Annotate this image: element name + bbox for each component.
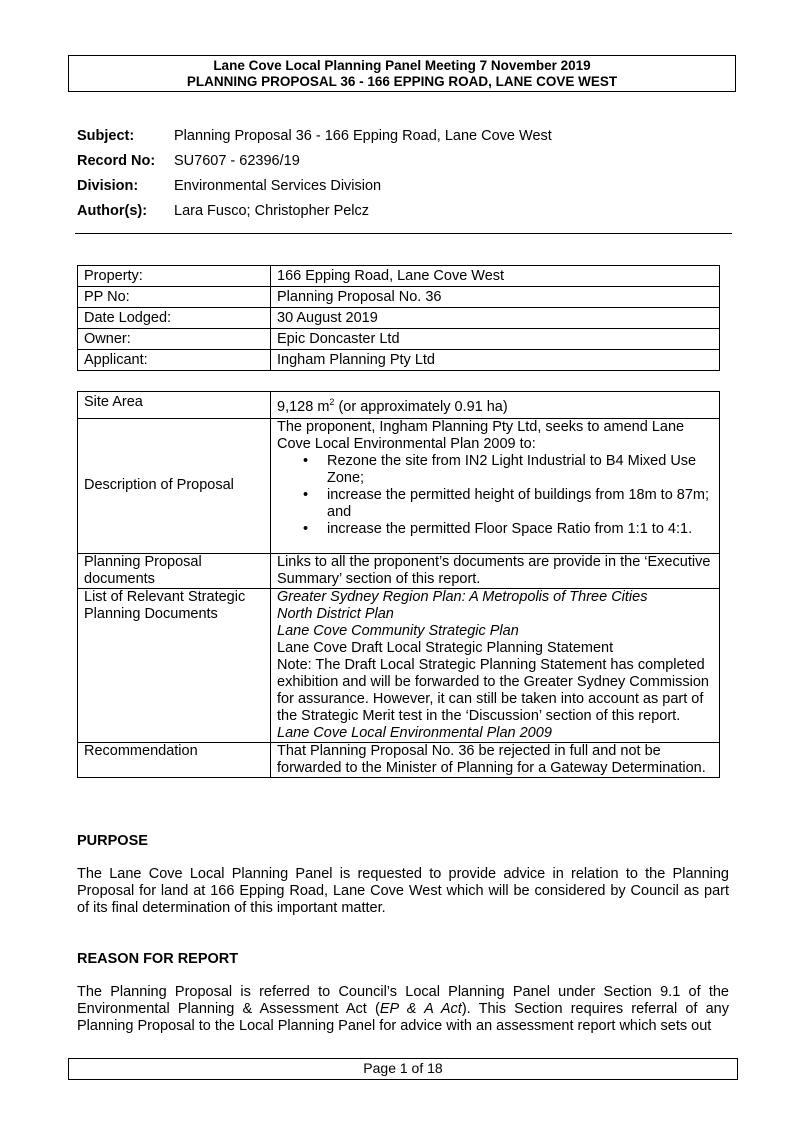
- purpose-paragraph: The Lane Cove Local Planning Panel is requested to provide advice in relation to the Planning Proposal for land at 166 Epping Road, Lane Cove West which will be considered by Council as part of its final determination of this important matter.: [77, 866, 729, 916]
- meta-value: Planning Proposal 36 - 166 Epping Road, Lane Cove West: [174, 128, 552, 144]
- table-row: [78, 308, 720, 329]
- table-row: [78, 392, 720, 419]
- site-area-value: 9,128 $m^2$ (or approximately 0.91 ha): [271, 392, 720, 419]
- table-row: [78, 418, 720, 553]
- strategic-note: Note: The Draft Local Strategic Planning Statement has completed exhibition and will be forwarded to the Greater Sydney Commission for assurance. However, it can still be taken into account as part of the Strategic Merit test in the ‘Discussion’ section of this report.: [277, 656, 709, 724]
- meta-value: Lara Fusco; Christopher Pelcz: [174, 203, 370, 219]
- description-bullets: [277, 453, 713, 538]
- list-item: • Rezone the site from IN2 Light Industrial to B4 Mixed Use Zone;: [327, 453, 713, 487]
- header-meeting-title: Lane Cove Local Planning Panel Meeting 7 November 2019: [213, 58, 591, 73]
- table-value: 30 August 2019: [271, 308, 720, 329]
- table-row: [78, 266, 720, 287]
- reason-paragraph: The Planning Proposal is referred to Council’s Local Planning Panel under Section 9.1 of the Environmental Planning & Assessment Act (EP & A Act). This Section requires referral of any Planning Proposal to the Local Planning Panel for advice with an assessment report which sets out: [77, 984, 730, 1034]
- strategic-doc: Greater Sydney Region Plan: A Metropolis of Three Cities: [277, 588, 648, 605]
- description-value: [271, 418, 720, 553]
- meta-label: Subject:: [77, 128, 135, 144]
- meta-record-no: [77, 151, 737, 176]
- table-row: [78, 588, 720, 742]
- recommendation-value: That Planning Proposal No. 36 be rejected in full and not be forwarded to the Minister of Planning for a Gateway Determination.: [271, 742, 720, 777]
- property-table: [77, 265, 720, 371]
- table-label: Site Area: [78, 392, 271, 419]
- table-row: [78, 742, 720, 777]
- table-value: Ingham Planning Pty Ltd: [271, 350, 720, 371]
- table-label: Recommendation: [78, 742, 271, 777]
- divider: [75, 233, 732, 234]
- table-row: [78, 350, 720, 371]
- meta-authors: [77, 201, 737, 226]
- table-value: Planning Proposal No. 36: [271, 287, 720, 308]
- header-proposal-title: PLANNING PROPOSAL 36 - 166 EPPING ROAD, LANE COVE WEST: [186, 74, 618, 89]
- table-row: [78, 553, 720, 588]
- strategic-doc: North District Plan: [277, 605, 394, 622]
- meta-value: Environmental Services Division: [174, 178, 382, 194]
- meta-value: SU7607 - 62396/19: [174, 153, 300, 169]
- table-label: Date Lodged:: [78, 308, 271, 329]
- strategic-doc: Lane Cove Community Strategic Plan: [277, 622, 519, 639]
- table-row: [78, 329, 720, 350]
- description-intro: The proponent, Ingham Planning Pty Ltd, seeks to amend Lane Cove Local Environmental Plan 2009 to:: [277, 418, 685, 452]
- table-label: Planning Proposal documents: [78, 553, 271, 588]
- table-value: 166 Epping Road, Lane Cove West: [271, 266, 720, 287]
- meta-label: Division:: [77, 178, 139, 194]
- table-value: Links to all the proponent’s documents are provide in the ‘Executive Summary’ section of this report.: [271, 553, 720, 588]
- table-label: Owner:: [78, 329, 271, 350]
- table-label: Description of Proposal: [78, 418, 271, 553]
- table-value: Epic Doncaster Ltd: [271, 329, 720, 350]
- table-label: List of Relevant Strategic Planning Documents: [78, 588, 271, 742]
- strategic-docs: [271, 588, 720, 742]
- page-footer: [68, 1058, 738, 1080]
- list-item: • increase the permitted height of buildings from 18m to 87m; and: [327, 487, 713, 521]
- meta-label: Author(s):: [77, 203, 148, 219]
- reason-heading: REASON FOR REPORT: [77, 951, 239, 967]
- meta-label: Record No:: [77, 153, 156, 169]
- strategic-doc: Lane Cove Local Environmental Plan 2009: [277, 724, 552, 741]
- table-row: [78, 287, 720, 308]
- proposal-details-table: [77, 391, 720, 778]
- report-metadata: [77, 126, 737, 226]
- page-number: Page 1 of 18: [363, 1060, 443, 1076]
- table-label: Property:: [78, 266, 271, 287]
- meta-division: [77, 176, 737, 201]
- table-label: PP No:: [78, 287, 271, 308]
- table-label: Applicant:: [78, 350, 271, 371]
- list-item: • increase the permitted Floor Space Ratio from 1:1 to 4:1.: [327, 521, 713, 538]
- strategic-doc: Lane Cove Draft Local Strategic Planning Statement: [277, 639, 614, 656]
- meta-subject: [77, 126, 737, 151]
- document-header: [68, 55, 736, 92]
- purpose-heading: PURPOSE: [77, 833, 148, 849]
